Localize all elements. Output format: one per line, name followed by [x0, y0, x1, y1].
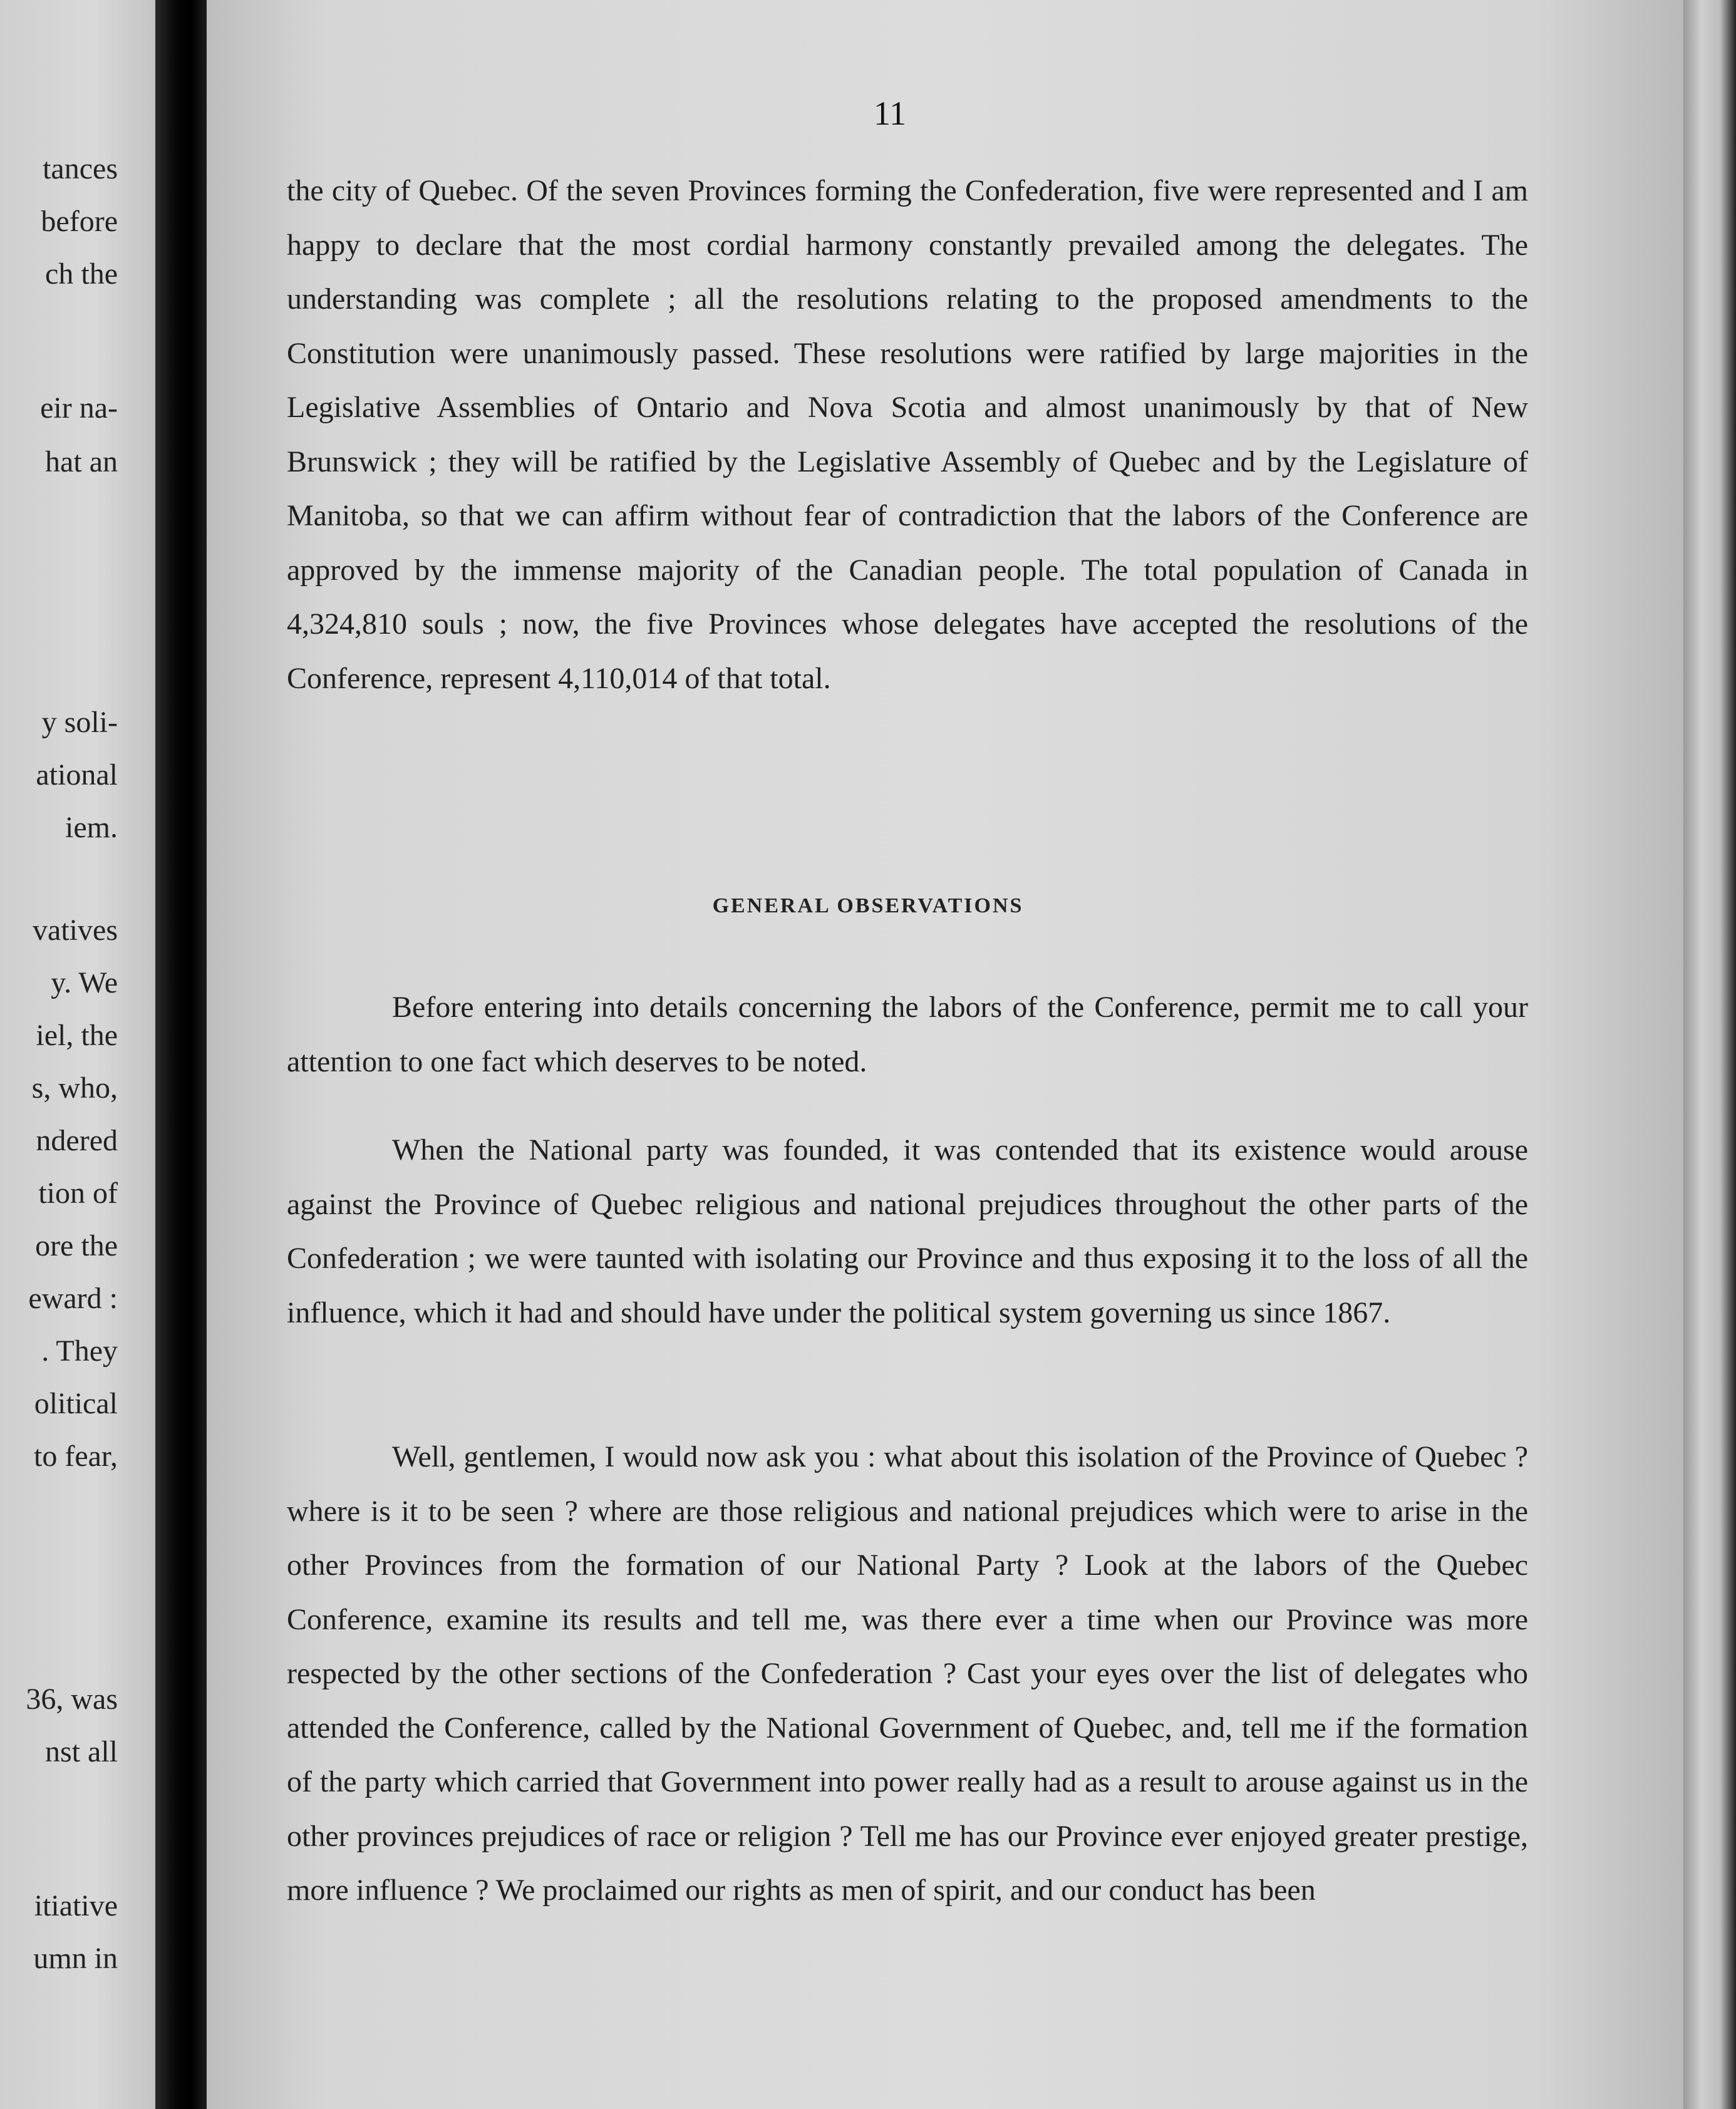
left-page-fragment: ch the [45, 257, 118, 291]
left-page-fragment: tances [43, 152, 118, 185]
left-page-fragment: ndered [36, 1124, 118, 1157]
page-edge-shadow [1683, 0, 1736, 2109]
left-page-fragment: iem. [65, 811, 118, 844]
section-heading: GENERAL OBSERVATIONS [712, 894, 1024, 917]
paragraph: the city of Quebec. Of the seven Provinces forming the Confederation, five were represented and I am happy to declare that the most cordial harmony constantly prevailed among the delegates. The understanding was complete ; all the resolutions relating to the proposed amendments to the Constitution were unanimously passed. These resolutions were ratified by large majorities in the Legislative Assemblies of Ontario and Nova Scotia and almost unanimously by that of New Brunswick ; they will be ratified by the Legislative Assembly of Quebec and by the Legislature of Manitoba, so that we can affirm without fear of contradiction that the labors of the Conference are approved by the immense majority of the Canadian people. The total population of Canada in 4,324,810 souls ; now, the five Provinces whose delegates have accepted the resolutions of the Conference, represent 4,110,014 of that total. [287, 174, 1528, 695]
left-page-fragment: ational [36, 758, 118, 792]
left-page-fragment: before [41, 205, 118, 238]
left-page-fragment: itiative [34, 1889, 118, 1922]
left-page-fragment: vatives [33, 914, 118, 947]
left-page-fragment: eward : [28, 1282, 118, 1315]
left-page-fragment: y soli- [41, 706, 118, 739]
left-page-fragment: eir na- [40, 391, 118, 425]
paragraph: Before entering into details concerning the labors of the Conference, permit me to call your attention to one fact which deserves to be noted. [287, 991, 1528, 1078]
left-page-fragment: hat an [45, 445, 118, 478]
left-page-fragment: to fear, [34, 1440, 118, 1473]
book-spine-shadow [155, 0, 207, 2109]
left-page-fragment: olitical [34, 1387, 118, 1420]
left-page-fragment: 36, was [26, 1683, 118, 1716]
left-page-fragment: s, who, [31, 1071, 118, 1105]
paragraph: Well, gentlemen, I would now ask you : what about this isolation of the Province of Quebec ? where is it to be seen ? where are those religious and national prejudices which were to arise in the other Provinces from the formation of our National Party ? Look at the labors of the Quebec Conference, examine its results and tell me, was there ever a time when our Province was more respected by the other sections of the Confederation ? Cast your eyes over the list of delegates who attended the Conference, called by the National Government of Quebec, and, tell me if the formation of the party which carried that Government into power really had as a result to arouse against us in the other provinces prejudices of race or religion ? Tell me has our Province ever enjoyed greater prestige, more influence ? We proclaimed our rights as men of spirit, and our conduct has been [287, 1440, 1528, 1907]
page-number: 11 [874, 95, 906, 132]
left-page-fragment: y. We [51, 966, 118, 999]
left-page-fragment: iel, the [36, 1019, 118, 1052]
left-page-fragment: umn in [33, 1942, 118, 1975]
left-page-fragment: nst all [45, 1735, 118, 1768]
left-page-fragment: ore the [35, 1229, 118, 1262]
left-page-fragment: tion of [38, 1177, 118, 1210]
left-page-fragment: . They [41, 1334, 118, 1368]
previous-page-edge [0, 0, 155, 2109]
paragraph: When the National party was founded, it was contended that its existence would arouse against the Province of Quebec religious and national prejudices throughout the other parts of the Confederation ; we were taunted with isolating our Province and thus exposing it to the loss of all the influence, which it had and should have under the political system governing us since 1867. [287, 1133, 1528, 1329]
